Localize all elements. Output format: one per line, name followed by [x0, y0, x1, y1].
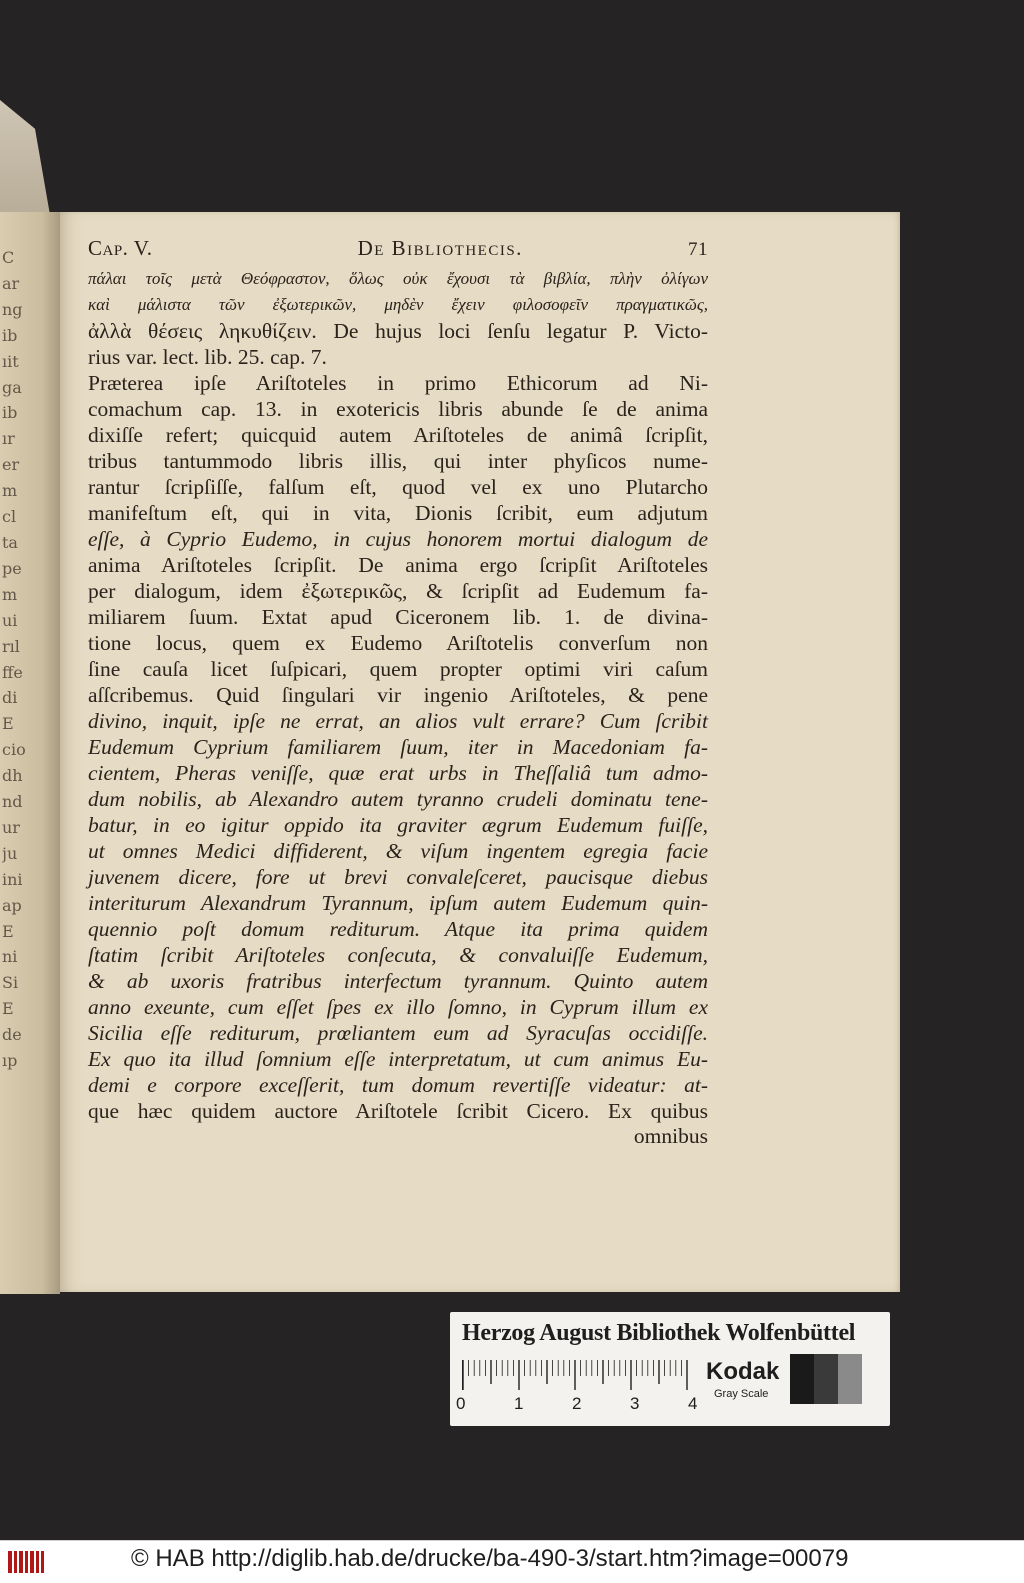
text-line: interiturum Alexandrum Tyrannum, ipſum autem Eudemum quin- [88, 891, 708, 915]
catchword: omnibus [633, 1124, 708, 1148]
previous-page-fragment: cl [2, 507, 17, 527]
previous-page-fragment: ıit [2, 351, 19, 371]
previous-page-fragment: m [2, 584, 18, 604]
text-line: que hæc quidem auctore Ariſtotele ſcribit Cicero. Ex quibus [88, 1099, 708, 1123]
kodak-brand: Kodak [706, 1358, 780, 1385]
page-number: 71 [688, 239, 708, 260]
gray-scale-swatches [790, 1354, 886, 1404]
previous-page-fragment: ui [2, 610, 18, 630]
text-line: batur, in eo igitur oppido ita graviter ægrum Eudemum fuiſſe, [88, 813, 708, 837]
text-line: & ab uxoris fratribus interfectum tyrannum. Quinto autem [88, 969, 708, 993]
text-line: rantur ſcripſiſſe, falſum eſt, quod vel ex uno Plutarcho [88, 475, 708, 499]
scale-ruler [462, 1360, 694, 1390]
text-line: miliarem ſuum. Extat apud Ciceronem lib. 1. de divina- [88, 605, 708, 629]
previous-page-fragment: ıp [2, 1051, 18, 1071]
previous-page-fragment: dh [2, 766, 23, 786]
text-line: Sicilia eſſe rediturum, prœliantem eum ad Syracuſas occidiſſe. [88, 1021, 708, 1045]
previous-page-fragment: nd [2, 792, 23, 812]
text-line: Eudemum Cyprium familiarem ſuum, iter in Macedoniam fa- [88, 735, 708, 759]
previous-page-fragment: rıl [2, 636, 20, 656]
previous-page-fragment: ap [2, 895, 22, 915]
text-line: dixiſſe refert; quicquid autem Ariſtoteles de animâ ſcripſit, [88, 423, 708, 447]
footer-bar [0, 1540, 1024, 1583]
previous-page-fragment: ini [2, 869, 23, 889]
previous-page-fragment: cio [2, 740, 26, 760]
text-line: anima Ariſtoteles ſcripſit. De anima ergo ſcripſit Ariſtoteles [88, 553, 708, 577]
text-line: ſine cauſa licet ſuſpicari, quem propter optimi viri caſum [88, 657, 708, 681]
text-line: juvenem dicere, fore ut brevi convaleſceret, paucisque diebus [88, 865, 708, 889]
previous-page-fragment: E [2, 714, 14, 734]
text-line: dum nobilis, ab Alexandro autem tyranno crudeli dominatu tene- [88, 787, 708, 811]
previous-page-fragment: m [2, 481, 18, 501]
previous-page-fragment: ur [2, 817, 20, 837]
previous-page-fragment: Si [2, 973, 19, 993]
text-line: anno exeunte, cum eſſet ſpes ex illo ſomno, in Cyprum illum ex [88, 995, 708, 1019]
text-line: cientem, Pheras veniſſe, quæ erat urbs in Theſſaliâ tum admo- [88, 761, 708, 785]
previous-page-fragment: de [2, 1025, 22, 1045]
previous-page-text-fragments [2, 245, 28, 1074]
text-line: tribus tantummodo libris illis, qui inter phyſicos nume- [88, 449, 708, 473]
page-body [88, 266, 708, 1124]
text-line: manifeſtum eſt, qui in vita, Dionis ſcribit, eum adjutum [88, 501, 708, 525]
text-line: rius var. lect. lib. 25. cap. 7. [88, 345, 327, 369]
previous-page-fragment: ga [2, 377, 22, 397]
text-line: aſſcribemus. Quid ſingulari vir ingenio Ariſtoteles, & pene [88, 683, 708, 707]
library-label-card [450, 1312, 890, 1426]
text-line: quennio poſt domum rediturum. Atque ita prima quidem [88, 917, 708, 941]
text-line: ut omnes Medici diffiderent, & viſum ingentem egregia facie [88, 839, 708, 863]
previous-page-fragment: ni [2, 947, 18, 967]
previous-page-fragment: ta [2, 532, 18, 552]
library-name: Herzog August Bibliothek Wolfenbüttel [462, 1320, 856, 1346]
running-head [88, 236, 708, 266]
page-text-block [88, 236, 708, 1149]
text-line: Præterea ipſe Ariſtoteles in primo Ethicorum ad Ni- [88, 371, 708, 395]
previous-page-fragment: di [2, 688, 18, 708]
text-line: divino, inquit, ipſe ne errat, an alios vult errare? Cum ſcribit [88, 709, 708, 733]
text-line: comachum cap. 13. in exotericis libris abunde ſe de anima [88, 397, 708, 421]
gray-scale-label: Gray Scale [714, 1388, 769, 1400]
scale-ruler-numbers: 0 1 2 3 4 [456, 1394, 698, 1413]
previous-page-fragment: ar [2, 273, 20, 293]
previous-page-fragment: C [2, 248, 15, 267]
previous-page-fragment: ffe [2, 662, 23, 682]
previous-page-fragment: ju [2, 843, 18, 863]
gray-swatch [862, 1354, 886, 1404]
text-line: tione locus, quem ex Eudemo Ariſtotelis converſum non [88, 631, 708, 655]
text-line: Ex quo ita illud ſomnium eſſe interpretatum, ut cum animus Eu- [88, 1047, 708, 1071]
gray-swatch [838, 1354, 862, 1404]
gray-swatch [814, 1354, 838, 1404]
running-head-title: De Bibliothecis. [357, 236, 523, 260]
gray-swatch [790, 1354, 814, 1404]
previous-page-fragment: ib [2, 403, 18, 423]
text-line: καὶ μάλιστα τῶν ἐξωτερικῶν, μηδὲν ἔχειν φιλοσοφεῖν πραγματικῶς, [88, 295, 708, 314]
running-head-chapter: Cap. V. [88, 236, 153, 260]
previous-page-fragment: er [2, 455, 20, 475]
previous-page-fragment: ır [2, 429, 15, 449]
text-line: demi e corpore exceſſerit, tum domum revertiſſe videatur: at- [88, 1073, 708, 1097]
text-line: per dialogum, idem ἐξωτερικῶς, & ſcripſit ad Eudemum fa- [88, 579, 708, 603]
hab-logo-icon [8, 1549, 44, 1575]
footer-copyright-link[interactable]: © HAB http://diglib.hab.de/drucke/ba-490-3/start.htm?image=00079 [131, 1545, 849, 1572]
previous-page-fragment: pe [2, 558, 22, 578]
text-line: eſſe, à Cyprio Eudemo, in cujus honorem mortui dialogum de [88, 527, 708, 551]
previous-page-fragment: ng [2, 299, 23, 319]
previous-page-fragment: ib [2, 325, 18, 345]
text-line: πάλαι τοῖς μετὰ Θεόφραστον, ὅλως οὐκ ἔχουσι τὰ βιβλία, πλὴν ὀλίγων [88, 269, 708, 288]
previous-page-fragment: E [2, 921, 14, 941]
text-line: ſtatim ſcribit Ariſtoteles conſecuta, & convaluiſſe Eudemum, [88, 943, 708, 967]
text-line: ἀλλὰ θέσεις ληκυθίζειν. De hujus loci ſenſu legatur P. Victo- [88, 319, 708, 343]
previous-page-fragment: E [2, 999, 14, 1019]
